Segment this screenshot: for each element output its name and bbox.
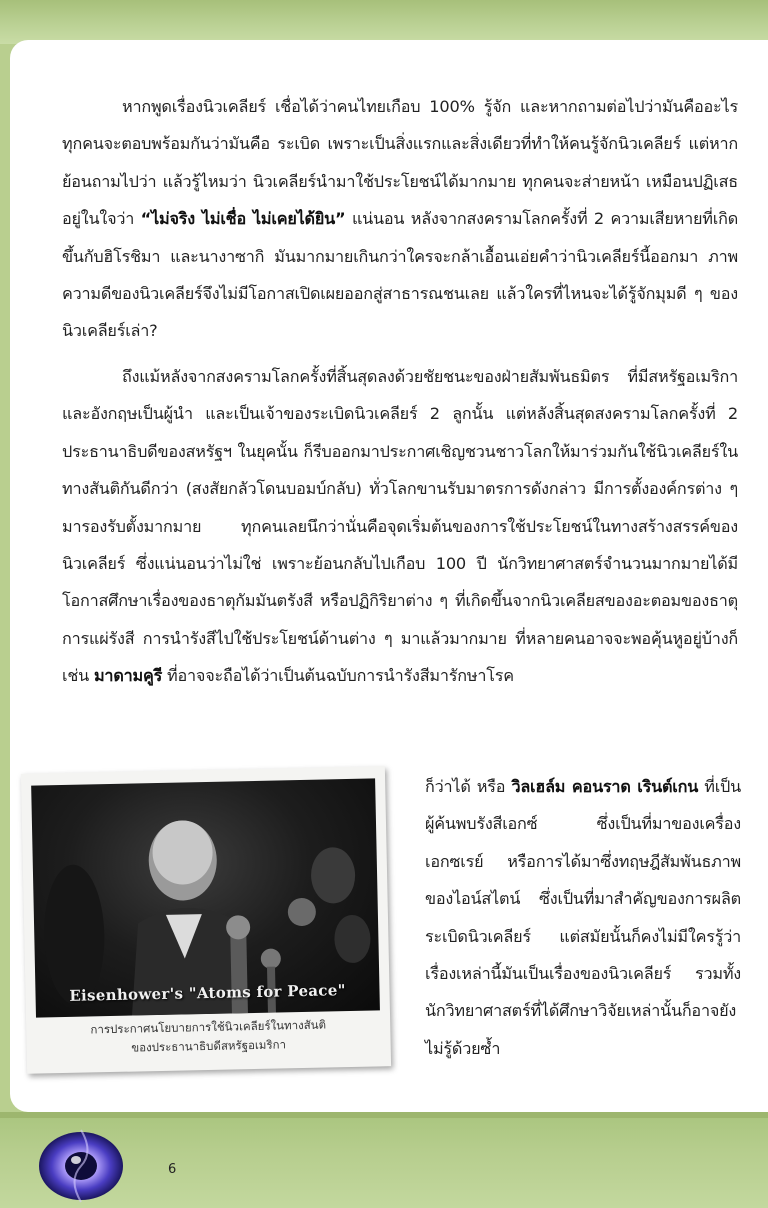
paragraph-scientists-end: ที่เป็นผู้ค้นพบรังสีเอกซ์ ซึ่งเป็นที่มาของเครื่องเอกซเรย์ หรือการได้มาซึ่งทฤษฎีสัมพันธภาพของไอน์สไตน์ ซึ่งเป็นที่มาสำคัญของการผลิตระเบิดนิวเคลียร์ แต่สมัยนั้นก็คงไม่มีใครรู้ว่าเรื่องเหล่านี้มันเป็นเรื่องของนิวเคลียร์ รวมทั้งนักวิทยาศาสตร์ที่ได้ศึกษาวิจัยเหล่านั้นก็อาจยังไม่รู้ด้วยซ้ำ <box>425 777 741 1058</box>
top-decorative-band <box>0 0 768 44</box>
emphasis-madame-curie: มาดามคูรี <box>93 666 163 686</box>
photo-caption <box>36 1014 381 1059</box>
paragraph-intro-text: หากพูดเรื่องนิวเคลียร์ เชื่อได้ว่าคนไทยเกือบ 100% รู้จัก และหากถามต่อไปว่ามันคืออะไร ทุกคนจะตอบพร้อมกันว่ามันคือ ระเบิด เพราะเป็นสิ่งแรกและสิ่งเดียวที่ทำให้คนรู้จักนิวเคลียร์ แต่หากย้อนถามไปว่า แล้วรู้ไหมว่า นิวเคลียร์นำมาใช้ประโยชน์ได้มากมาย ทุกคนจะส่ายหน้า เหมือนปฏิเสธอยู่ในใจว่า <box>62 97 738 229</box>
eisenhower-photo <box>31 778 380 1017</box>
photo-overlay-title: Eisenhower's "Atoms for Peace" <box>69 981 346 1005</box>
paragraph-scientists-start: ก็ว่าได้ หรือ <box>425 777 512 796</box>
page-number: 6 <box>168 1162 177 1177</box>
caption-line-1: การประกาศนโยบายการใช้นิวเคลียร์ในทางสันติ <box>90 1017 327 1037</box>
paragraph-history-end: ที่อาจจะถือได้ว่าเป็นต้นฉบับการนำรังสีมารักษาโรค <box>162 666 514 686</box>
paragraph-scientists <box>425 768 741 1067</box>
photo-card <box>21 766 391 1074</box>
caption-line-2: ของประธานาธิบดีสหรัฐอเมริกา <box>131 1037 287 1055</box>
emphasis-quote: “ไม่จริง ไม่เชื่อ ไม่เคยได้ยิน” <box>140 209 346 229</box>
paragraph-intro-end: แน่นอน หลังจากสงครามโลกครั้งที่ 2 ความเสียหายที่เกิดขึ้นกับฮิโรชิมา และนางาซากิ มันมากมายเกินกว่าใครจะกล้าเอื้อนเอ่ยคำว่านิวเคลียร์นี้ออกมา ภาพความดีของนิวเคลียร์จึงไม่มีโอกาสเปิดเผยออกสู่สาธารณชนเลย แล้วใครที่ไหนจะได้รู้จักมุมดี ๆ ของนิวเคลียร์เล่า? <box>62 209 739 341</box>
paragraph-history <box>62 358 738 695</box>
atom-eye-logo-icon <box>36 1122 126 1204</box>
paragraph-history-text: ถึงแม้หลังจากสงครามโลกครั้งที่สิ้นสุดลงด้วยชัยชนะของฝ่ายสัมพันธมิตร ที่มีสหรัฐอเมริกาและอังกฤษเป็นผู้นำ และเป็นเจ้าของระเบิดนิวเคลียร์ 2 ลูกนั้น แต่หลังสิ้นสุดสงครามโลกครั้งที่ 2 ประธานาธิบดีของสหรัฐฯ ในยุคนั้น ก็รีบออกมาประกาศเชิญชวนชาวโลกให้มาร่วมกันใช้นิวเคลียร์ในทางสันติกันดีกว่า (สงสัยกลัวโดนบอมบ์กลับ) ทั่วโลกขานรับมาตรการดังกล่าว มีการตั้งองค์กรต่าง ๆ มารองรับตั้งมากมาย ทุกคนเลยนึกว่านั่นคือจุดเริ่มต้นของการใช้ประโยชน์ในทางสร้างสรรค์ของนิวเคลียร์ ซึ่งแน่นอนว่าไม่ใช่ เพราะย้อนกลับไปเกือบ 100 ปี นักวิทยาศาสตร์จำนวนมากมายได้มีโอกาสศึกษาเรื่องของธาตุกัมมันตรังสี หรือปฏิกิริยาต่าง ๆ ที่เกิดขึ้นจากนิวเคลียสของอะตอมของธาตุ การแผ่รังสี การนำรังสีไปใช้ประโยชน์ด้านต่าง ๆ มาแล้วมากมาย ที่หลายคนอาจจะพอคุ้นหูอยู่บ้างก็เช่น <box>62 367 738 686</box>
emphasis-roentgen: วิลเฮล์ม คอนราด เรินต์เกน <box>511 777 699 796</box>
paragraph-intro <box>62 88 738 350</box>
